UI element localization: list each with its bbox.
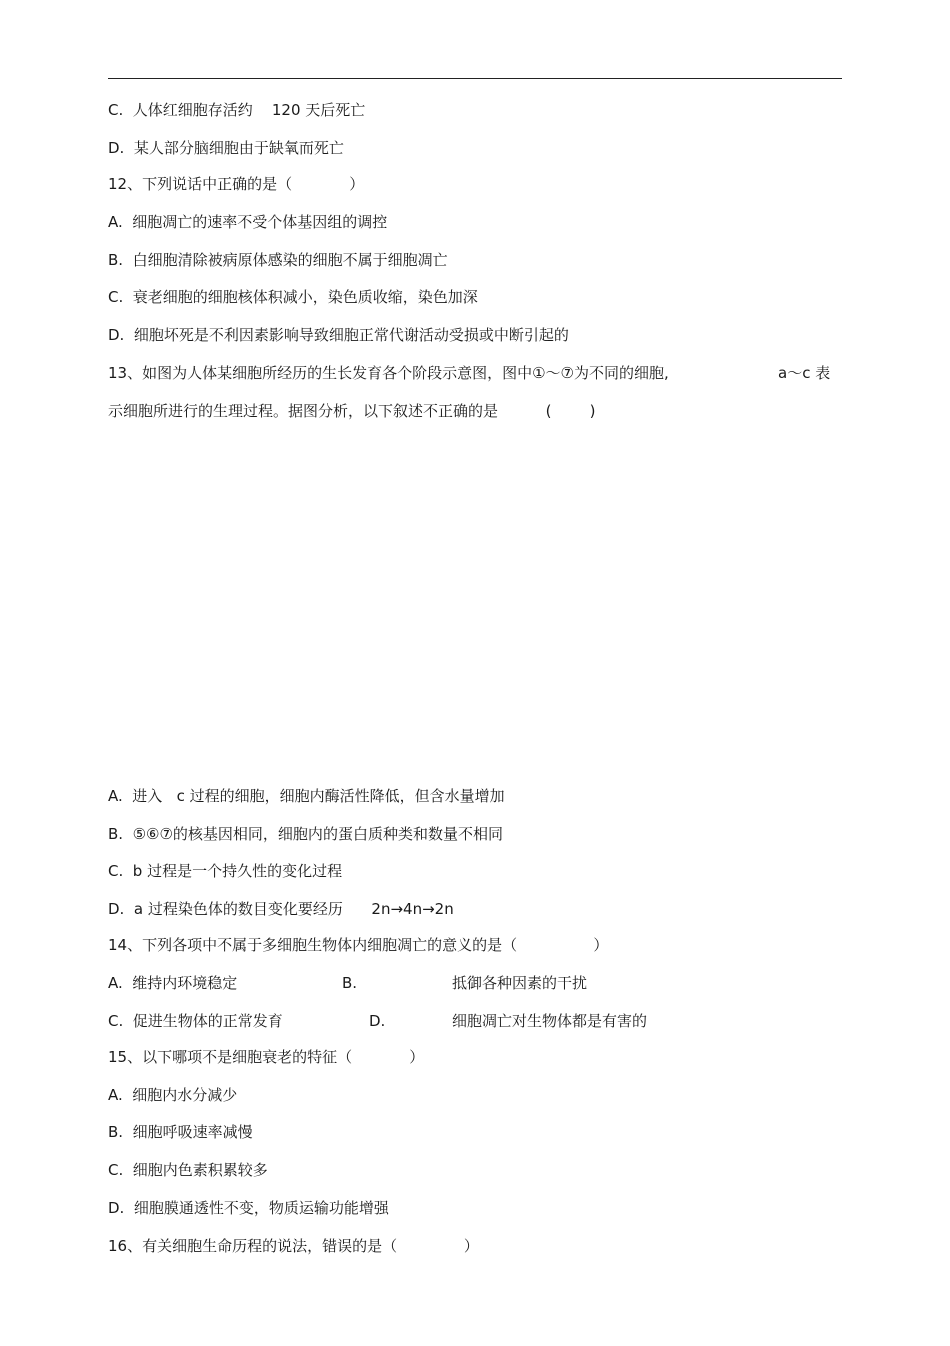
question-12-option-b: B. 白细胞清除被病原体感染的细胞不属于细胞凋亡 xyxy=(108,251,448,269)
option-d-brain-cell: D. 某人部分脑细胞由于缺氧而死亡 xyxy=(108,139,344,157)
question-14-option-d-label: D. xyxy=(369,1012,386,1030)
question-12-option-a: A. 细胞凋亡的速率不受个体基因组的调控 xyxy=(108,213,388,231)
question-13-option-b: B. ⑤⑥⑦的核基因相同，细胞内的蛋白质种类和数量不相同 xyxy=(108,825,503,843)
question-15: 15、以下哪项不是细胞衰老的特征（ ） xyxy=(108,1048,425,1066)
question-14-option-c: C. 促进生物体的正常发育 xyxy=(108,1012,283,1030)
question-15-option-a: A. 细胞内水分减少 xyxy=(108,1086,238,1104)
question-13-line-1: 13、如图为人体某细胞所经历的生长发育各个阶段示意图，图中①～⑦为不同的细胞, xyxy=(108,364,669,382)
question-12-option-c: C. 衰老细胞的细胞核体积减小，染色质收缩，染色加深 xyxy=(108,288,478,306)
question-13-option-c: C. b 过程是一个持久性的变化过程 xyxy=(108,862,343,880)
question-14-option-b-text: 抵御各种因素的干扰 xyxy=(452,974,588,992)
question-14-option-b-label: B. xyxy=(342,974,358,992)
header-rule xyxy=(108,78,842,79)
question-13-option-d: D. a 过程染色体的数目变化要经历 2n→4n→2n xyxy=(108,900,454,918)
question-14: 14、下列各项中不属于多细胞生物体内细胞凋亡的意义的是（ ） xyxy=(108,936,609,954)
question-14-option-a: A. 维持内环境稳定 xyxy=(108,974,238,992)
question-13-line-1-tail: a～c 表 xyxy=(778,364,831,382)
question-15-option-c: C. 细胞内色素积累较多 xyxy=(108,1161,268,1179)
question-13-option-a: A. 进入 c 过程的细胞，细胞内酶活性降低，但含水量增加 xyxy=(108,787,505,805)
figure-placeholder xyxy=(108,432,842,772)
question-14-option-d-text: 细胞凋亡对生物体都是有害的 xyxy=(452,1012,648,1030)
option-c-red-blood-cell: C. 人体红细胞存活约 120 天后死亡 xyxy=(108,101,366,119)
question-15-option-b: B. 细胞呼吸速率减慢 xyxy=(108,1123,253,1141)
question-16: 16、有关细胞生命历程的说法，错误的是（ ） xyxy=(108,1237,479,1255)
question-12-option-d: D. 细胞坏死是不利因素影响导致细胞正常代谢活动受损或中断引起的 xyxy=(108,326,569,344)
question-15-option-d: D. 细胞膜通透性不变，物质运输功能增强 xyxy=(108,1199,389,1217)
question-12: 12、下列说话中正确的是（ ） xyxy=(108,175,365,193)
question-13-line-2: 示细胞所进行的生理过程。据图分析，以下叙述不正确的是 ( ) xyxy=(108,402,596,420)
